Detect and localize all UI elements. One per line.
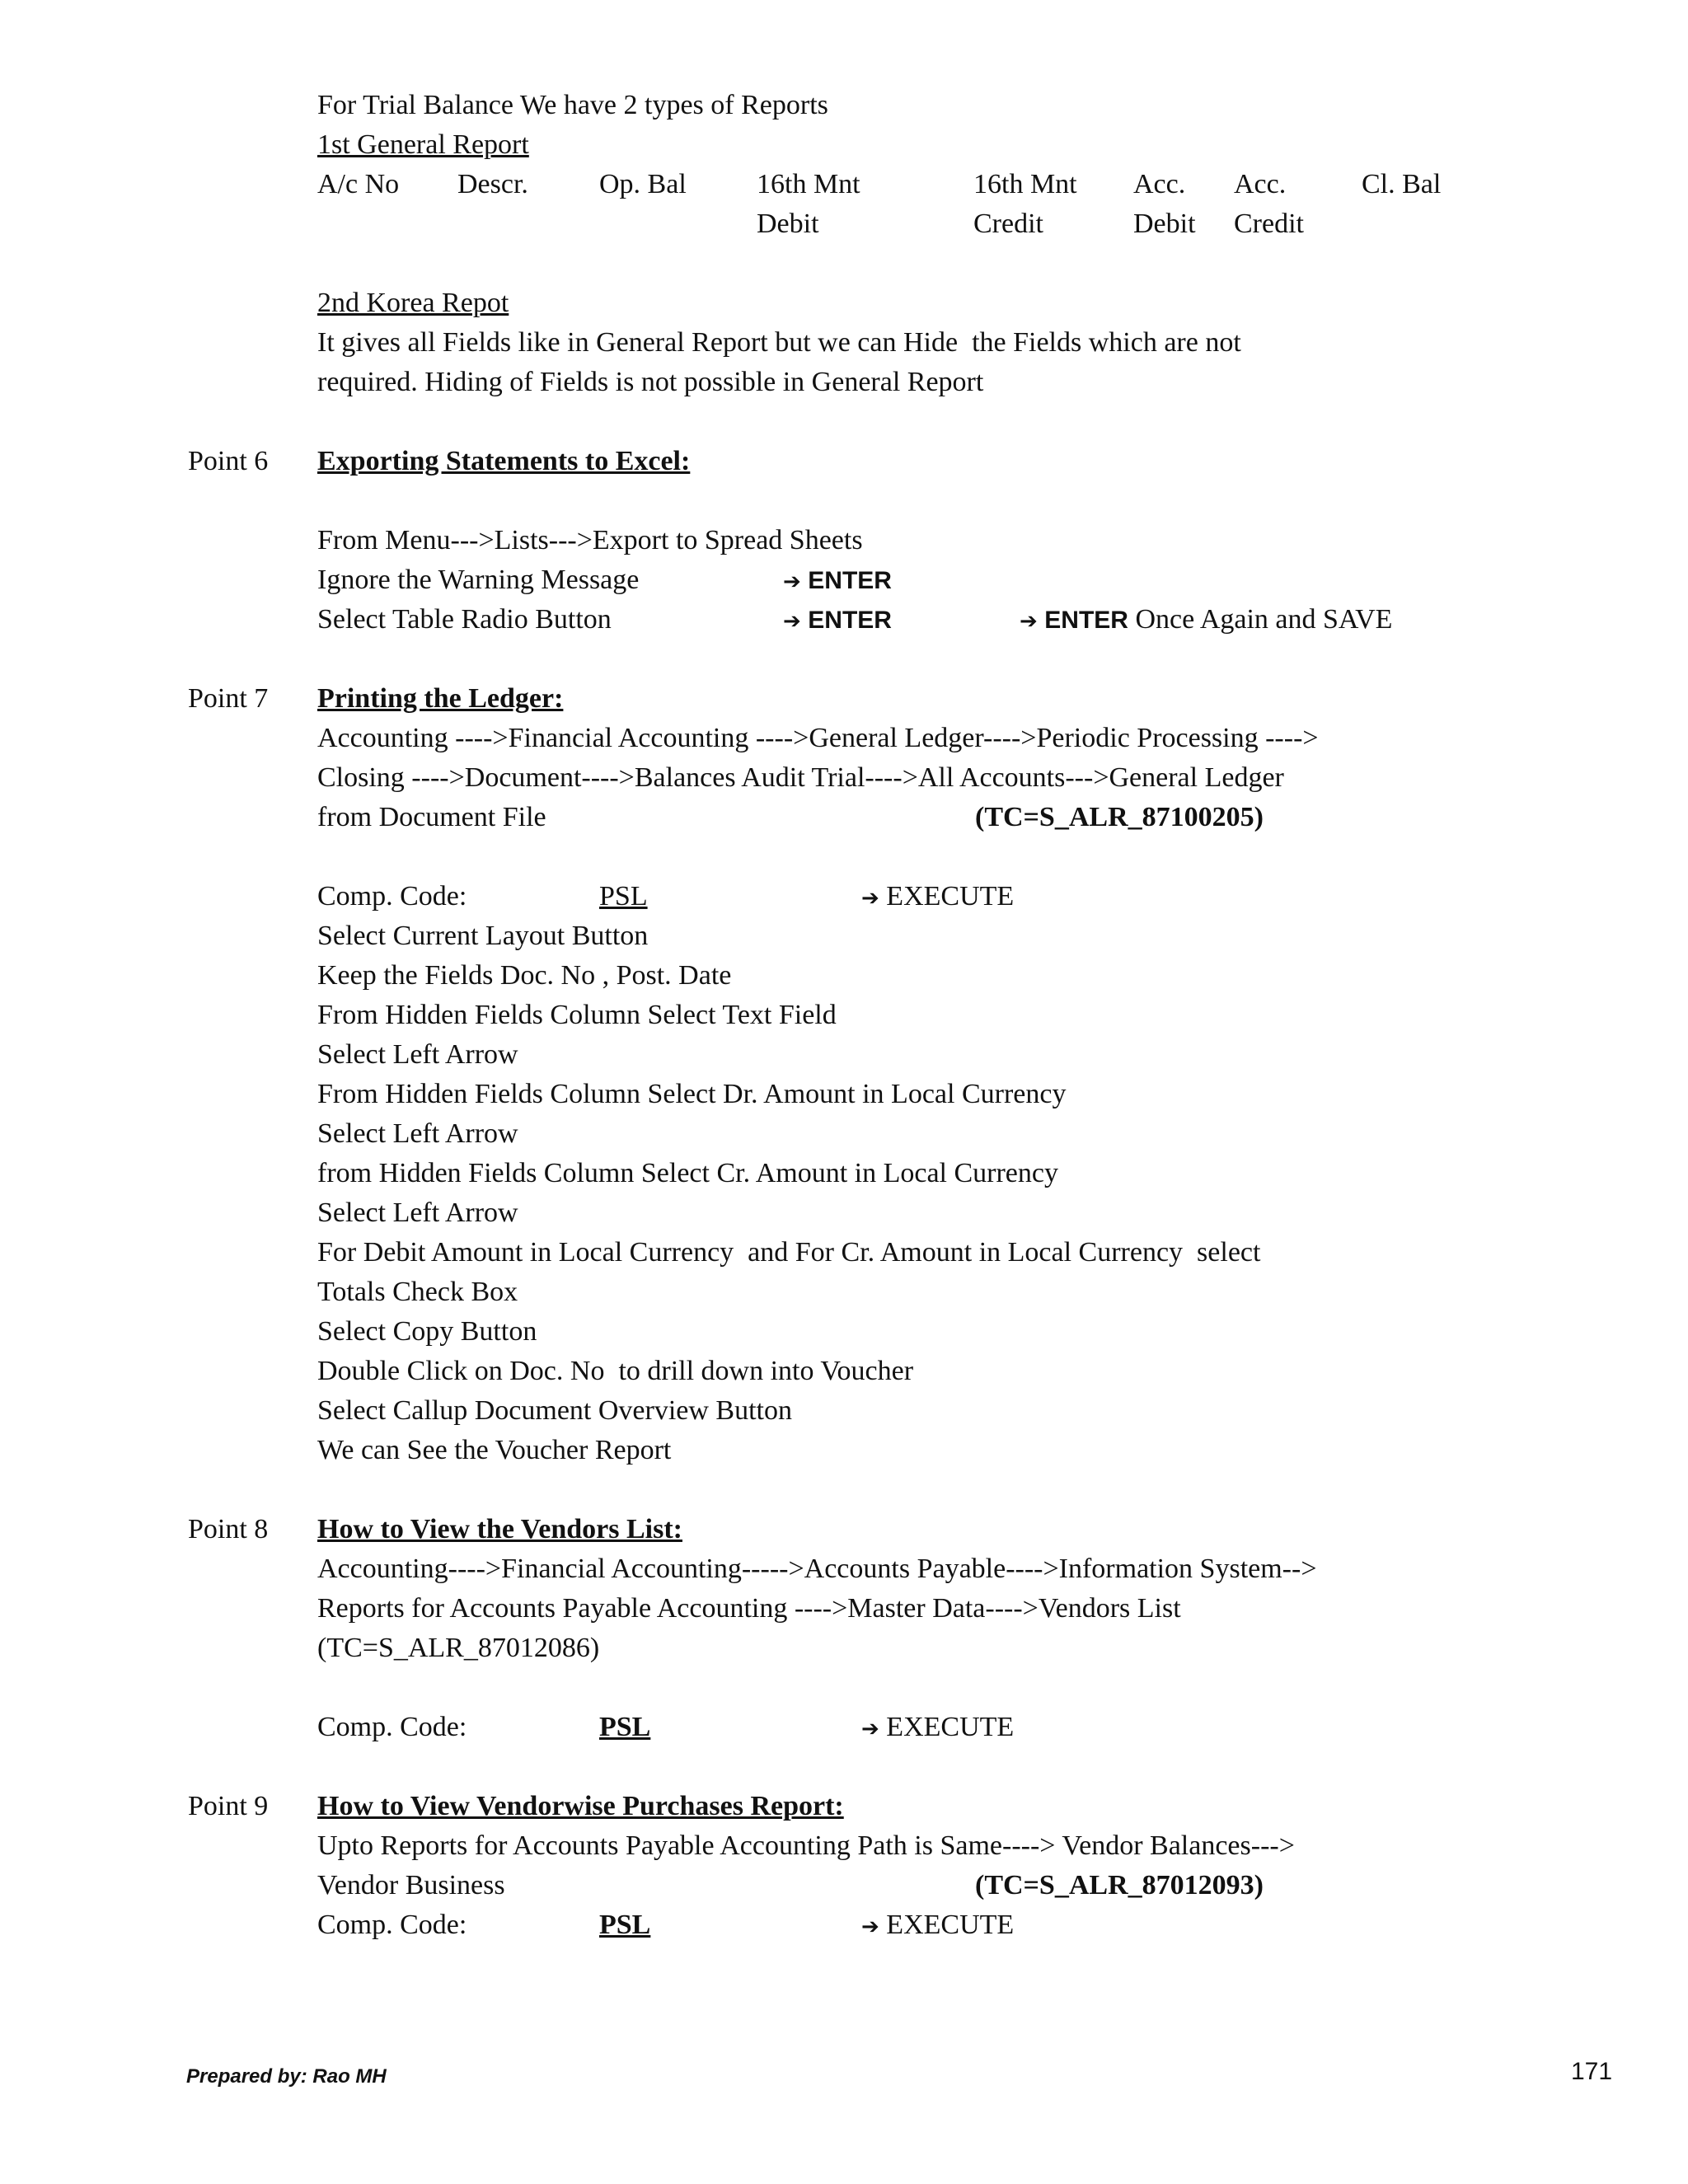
- footer-prepared-by: Prepared by: Rao MH: [186, 2065, 387, 2088]
- column-header-line2: Credit: [973, 209, 1043, 239]
- instruction-line: For Debit Amount in Local Currency and For Cr. Amount in Local Currency select: [317, 1237, 1261, 1268]
- execute-step: [861, 1708, 1014, 1749]
- instruction-line: Select Copy Button: [317, 1316, 537, 1347]
- column-header: 16th Mnt: [973, 169, 1077, 199]
- instruction-line: Select Current Layout Button: [317, 921, 649, 951]
- column-header-line2: Debit: [1133, 209, 1196, 239]
- instruction-line: Totals Check Box: [317, 1277, 518, 1307]
- instruction-line: We can See the Voucher Report: [317, 1435, 672, 1465]
- column-header: Acc.: [1133, 169, 1186, 199]
- section-heading: Exporting Statements to Excel:: [317, 446, 691, 476]
- instruction-line: Ignore the Warning Message: [317, 565, 640, 595]
- section-heading: Printing the Ledger:: [317, 683, 564, 714]
- column-header: 16th Mnt: [757, 169, 860, 199]
- instruction-line: Keep the Fields Doc. No , Post. Date: [317, 960, 732, 991]
- transaction-code: (TC=S_ALR_87012093): [975, 1870, 1264, 1900]
- execute-label: EXECUTE: [886, 881, 1015, 912]
- execute-step: [861, 1905, 1014, 1947]
- column-header: Op. Bal: [599, 169, 687, 199]
- column-header: Descr.: [457, 169, 528, 199]
- execute-step: [861, 877, 1014, 918]
- enter-key-step: [783, 560, 892, 602]
- column-header: Acc.: [1234, 169, 1287, 199]
- menu-path: Vendor Business: [317, 1870, 505, 1900]
- instruction-line: From Hidden Fields Column Select Text Field: [317, 1000, 837, 1030]
- column-header: A/c No: [317, 169, 400, 199]
- page-number: 171: [1571, 2058, 1613, 2085]
- arrow-right-icon: ➔: [1020, 609, 1038, 634]
- execute-label: EXECUTE: [886, 1910, 1015, 1940]
- comp-code-value: PSL: [599, 1712, 651, 1742]
- menu-path: from Document File: [317, 802, 546, 832]
- trial-balance-intro: For Trial Balance We have 2 types of Reports: [317, 90, 828, 120]
- instruction-line: From Hidden Fields Column Select Dr. Amount in Local Currency: [317, 1079, 1067, 1109]
- enter-key-label: ENTER: [808, 567, 892, 594]
- general-report-heading: 1st General Report: [317, 129, 529, 160]
- enter-key-step: [783, 600, 892, 641]
- menu-path: Closing ---->Document---->Balances Audit Trial---->All Accounts--->General Ledger: [317, 762, 1284, 793]
- enter-key-label: ENTER: [1044, 607, 1128, 634]
- menu-path: Reports for Accounts Payable Accounting ---->Master Data---->Vendors List: [317, 1593, 1181, 1624]
- comp-code-value: PSL: [599, 881, 648, 912]
- instruction-line: Select Left Arrow: [317, 1118, 518, 1149]
- arrow-right-icon: ➔: [783, 609, 801, 634]
- comp-code-label: Comp. Code:: [317, 1910, 467, 1940]
- instruction-line: from Hidden Fields Column Select Cr. Amount in Local Currency: [317, 1158, 1058, 1188]
- enter-key-label: ENTER: [808, 607, 892, 634]
- comp-code-value: PSL: [599, 1910, 651, 1940]
- arrow-right-icon: ➔: [861, 1915, 879, 1939]
- column-header: Cl. Bal: [1362, 169, 1442, 199]
- execute-label: EXECUTE: [886, 1712, 1015, 1742]
- korea-report-text: It gives all Fields like in General Report but we can Hide the Fields which are not: [317, 327, 1241, 358]
- once-again-text: Once Again and SAVE: [1135, 604, 1393, 635]
- korea-report-text: required. Hiding of Fields is not possible in General Report: [317, 367, 984, 397]
- transaction-code: (TC=S_ALR_87012086): [317, 1633, 600, 1663]
- section-heading: How to View the Vendors List:: [317, 1514, 682, 1544]
- point-label: Point 7: [188, 683, 269, 714]
- section-heading: How to View Vendorwise Purchases Report:: [317, 1791, 844, 1821]
- point-label: Point 6: [188, 446, 269, 476]
- menu-path: Accounting ---->Financial Accounting ---->General Ledger---->Periodic Processing ---->: [317, 723, 1319, 753]
- transaction-code: (TC=S_ALR_87100205): [975, 802, 1264, 832]
- arrow-right-icon: ➔: [783, 569, 801, 594]
- arrow-right-icon: ➔: [861, 886, 879, 911]
- korea-report-heading: 2nd Korea Repot: [317, 288, 509, 318]
- point-label: Point 8: [188, 1514, 269, 1544]
- instruction-line: Select Callup Document Overview Button: [317, 1395, 792, 1426]
- comp-code-label: Comp. Code:: [317, 881, 467, 912]
- column-header-line2: Debit: [757, 209, 819, 239]
- arrow-right-icon: ➔: [861, 1717, 879, 1741]
- instruction-line: Double Click on Doc. No to drill down into Voucher: [317, 1356, 914, 1386]
- enter-key-step: [1020, 600, 1392, 641]
- comp-code-label: Comp. Code:: [317, 1712, 467, 1742]
- point-label: Point 9: [188, 1791, 269, 1821]
- instruction-line: Select Table Radio Button: [317, 604, 612, 635]
- menu-path: From Menu--->Lists--->Export to Spread Sheets: [317, 525, 863, 555]
- instruction-line: Select Left Arrow: [317, 1039, 518, 1070]
- column-header-line2: Credit: [1234, 209, 1304, 239]
- menu-path: Upto Reports for Accounts Payable Accounting Path is Same----> Vendor Balances--->: [317, 1830, 1295, 1861]
- menu-path: Accounting---->Financial Accounting----->Accounts Payable---->Information System-->: [317, 1554, 1317, 1584]
- instruction-line: Select Left Arrow: [317, 1197, 518, 1228]
